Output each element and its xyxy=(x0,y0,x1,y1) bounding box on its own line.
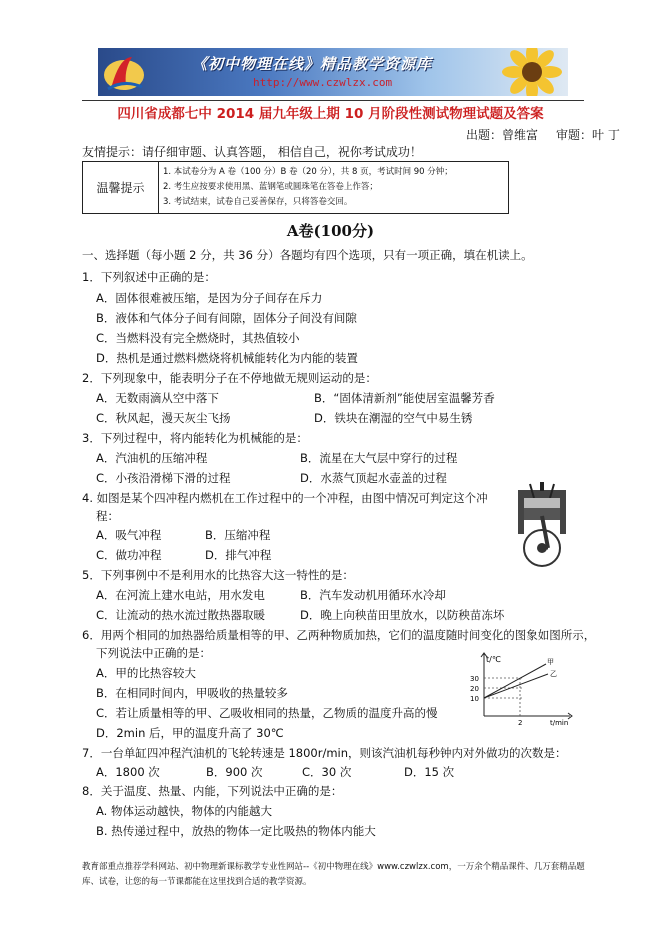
q7-option-b: B．900 次 xyxy=(206,765,263,779)
graph-x-tick: 2 xyxy=(518,719,523,726)
q5-option-d: D．晚上向秧苗田里放水，以防秧苗冻坏 xyxy=(300,608,505,622)
q4-option-b: B．压缩冲程 xyxy=(205,528,271,542)
q2-option-d: D．铁块在潮湿的空气中易生锈 xyxy=(314,411,473,425)
question-7-stem: 7．一台单缸四冲程汽油机的飞轮转速是 1800r/min，则该汽油机每秒钟内对外做功的次数是： xyxy=(82,746,567,760)
tips-items xyxy=(159,162,509,214)
q1-option-d: D．热机是通过燃料燃烧将机械能转化为内能的装置 xyxy=(96,351,358,365)
sunflower-icon xyxy=(502,48,562,96)
q2-option-b: B．“固体清新剂”能使居室温馨芳香 xyxy=(314,391,495,405)
q7-option-a: A．1800 次 xyxy=(96,765,160,779)
q4-option-a: A．吸气冲程 xyxy=(96,528,162,542)
setter: 出题：曾维富 xyxy=(466,128,539,142)
authors xyxy=(466,126,620,143)
q2-option-c: C．秋风起，漫天灰尘飞扬 xyxy=(96,411,231,425)
q3-option-a: A．汽油机的压缩冲程 xyxy=(96,451,208,465)
graph-x-label: t/min xyxy=(550,719,569,726)
q8-option-b: B. 热传递过程中，放热的物体一定比吸热的物体内能大 xyxy=(96,824,376,838)
friendly-tip: 友情提示：请仔细审题、认真答题， 相信自己，祝你考试成功！ xyxy=(82,145,422,159)
series-yi-line xyxy=(484,674,548,698)
q2-option-a: A．无数雨滴从空中落下 xyxy=(96,391,219,405)
q1-option-c: C．当燃料没有完全燃烧时，其热值较小 xyxy=(96,331,300,345)
q4-option-c: C．做功冲程 xyxy=(96,548,162,562)
q5-option-a: A．在河流上建水电站，用水发电 xyxy=(96,588,265,602)
question-3-stem: 3．下列过程中，将内能转化为机械能的是： xyxy=(82,431,308,445)
question-4-stem: 4. 如图是某个四冲程内燃机在工作过程中的一个冲程，由图中情况可判定这个冲 xyxy=(82,491,488,505)
q5-option-b: B．汽车发动机用循环水冷却 xyxy=(300,588,446,602)
q7-option-d: D．15 次 xyxy=(404,765,455,779)
tip-item: 2. 考生应按要求使用黑、蓝钢笔或圆珠笔在答卷上作答； xyxy=(163,182,378,192)
q1-option-b: B．液体和气体分子间有间隙，固体分子间没有间隙 xyxy=(96,311,357,325)
tips-table xyxy=(82,161,509,214)
q7-option-c: C．30 次 xyxy=(302,765,352,779)
q3-option-d: D．水蒸气顶起水壶盖的过程 xyxy=(300,471,447,485)
header-divider xyxy=(82,100,584,101)
site-logo-icon xyxy=(102,51,146,93)
graph-y-tick: 30 xyxy=(470,675,479,683)
series-yi-label: 乙 xyxy=(550,670,557,678)
q5-option-c: C．让流动的热水流过散热器取暖 xyxy=(96,608,266,622)
graph-y-tick: 20 xyxy=(470,685,479,693)
series-jia-label: 甲 xyxy=(547,658,554,666)
question-1-stem: 1．下列叙述中正确的是： xyxy=(82,270,216,284)
banner-url[interactable]: http://www.czwlzx.com xyxy=(253,76,393,89)
question-6-stem-cont: 下列说法中正确的是： xyxy=(96,646,211,660)
tip-item: 1. 本试卷分为 A 卷（100 分）B 卷（20 分），共 8 页，考试时间 90 分钟； xyxy=(163,167,453,177)
q6-option-b: B．在相同时间内，甲吸收的热量较多 xyxy=(96,686,288,700)
tip-item: 3. 考试结束，试卷自己妥善保存，只将答卷交回。 xyxy=(163,197,353,207)
q3-option-c: C．小孩沿滑梯下滑的过程 xyxy=(96,471,231,485)
series-jia-line xyxy=(484,664,546,698)
graph-y-tick: 10 xyxy=(470,695,479,703)
temperature-time-graph xyxy=(468,650,578,726)
question-6-stem: 6．用两个相同的加热器给质量相等的甲、乙两种物质加热，它们的温度随时间变化的图象如图所示， xyxy=(82,628,596,642)
question-4-stem-cont: 程： xyxy=(96,509,119,523)
question-5-stem: 5．下列事例中不是利用水的比热容大这一特性的是： xyxy=(82,568,354,582)
document-title: 四川省成都七中 2014 届九年级上期 10 月阶段性测试物理试题及答案 xyxy=(117,106,544,122)
page-footer: 教育部重点推荐学科网站、初中物理新课标教学专业性网站--《初中物理在线》www.czwlzx.com，一万余个精品课件、几万套精品题库、试卷，让您的每一节课都能在这里找到合适的教学资源。 xyxy=(82,862,585,887)
section-a-heading: A卷(100分) xyxy=(286,222,375,240)
q6-option-d: D．2min 后，甲的温度升高了 30℃ xyxy=(96,726,284,740)
q4-option-d: D．排气冲程 xyxy=(205,548,272,562)
q6-option-c: C．若让质量相等的甲、乙吸收相同的热量，乙物质的温度升高的慢 xyxy=(96,706,438,720)
reviewer: 审题：叶 丁 xyxy=(556,128,620,142)
header-banner xyxy=(98,48,568,96)
banner-title: 《初中物理在线》精品教学资源库 xyxy=(192,55,433,73)
q1-option-a: A．固体很难被压缩，是因为分子间存在斥力 xyxy=(96,291,323,305)
part-instructions: 一、选择题（每小题 2 分，共 36 分）各题均有四个选项，只有一项正确，填在机读上。 xyxy=(82,248,533,262)
question-2-stem: 2．下列现象中，能表明分子在不停地做无规则运动的是： xyxy=(82,371,377,385)
q8-option-a: A. 物体运动越快，物体的内能越大 xyxy=(96,804,272,818)
graph-y-label: t/℃ xyxy=(486,655,501,664)
engine-cylinder-figure xyxy=(512,482,572,568)
q3-option-b: B．流星在大气层中穿行的过程 xyxy=(300,451,458,465)
tips-label: 温馨提示 xyxy=(83,162,159,214)
q6-option-a: A．甲的比热容较大 xyxy=(96,666,196,680)
question-8-stem: 8．关于温度、热量、内能，下列说法中正确的是： xyxy=(82,784,343,798)
